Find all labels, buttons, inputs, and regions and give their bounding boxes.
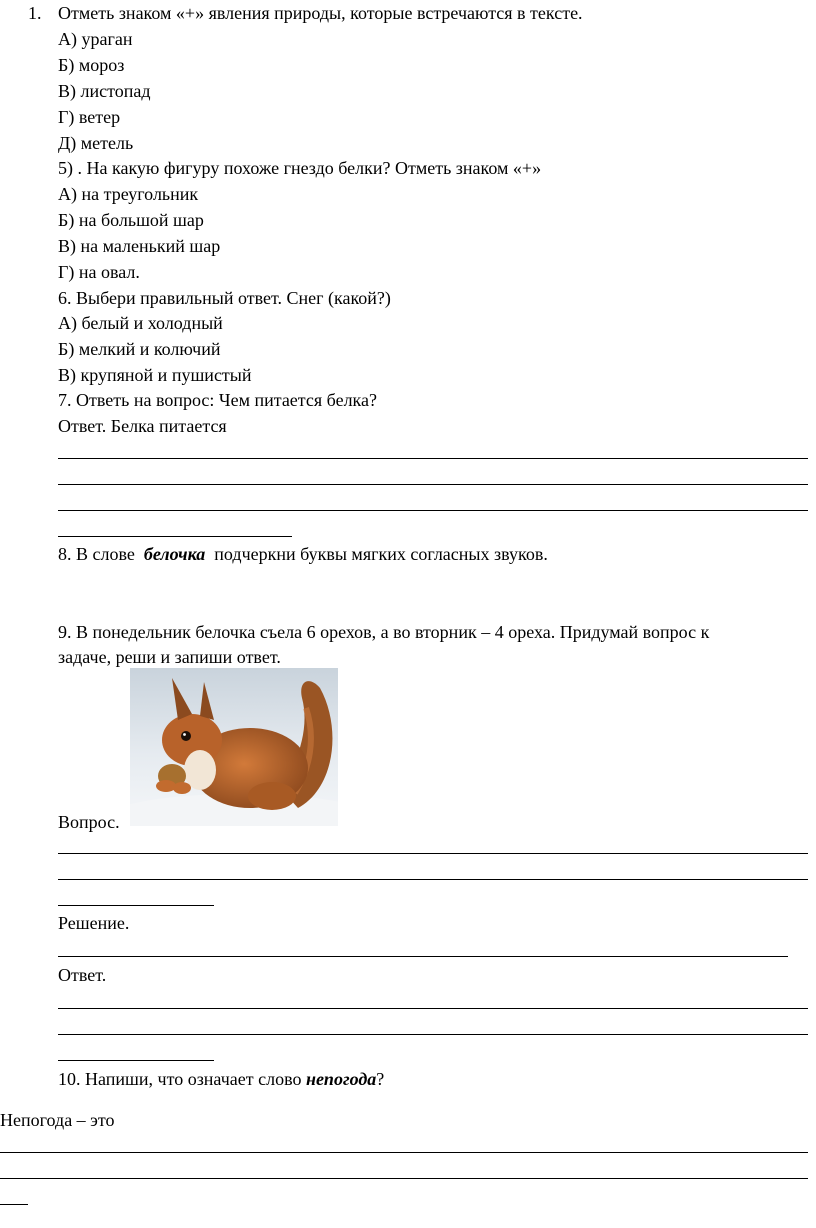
q10-after: ?: [376, 1069, 385, 1089]
answer-line[interactable]: [0, 1204, 28, 1205]
q8-after: подчеркни буквы мягких согласных звуков.: [214, 544, 548, 564]
question-label: Вопрос.: [58, 812, 120, 832]
q1-option-c: В) листопад: [58, 81, 151, 101]
answer-line[interactable]: [58, 1034, 808, 1035]
solution-label: Решение.: [58, 913, 130, 933]
q6-text: 6. Выбери правильный ответ. Снег (какой?): [58, 288, 391, 308]
answer-line[interactable]: [58, 956, 788, 957]
q8-word: белочка: [143, 544, 206, 564]
q10-before: 10. Напиши, что означает слово: [58, 1069, 302, 1089]
q5-option-d: Г) на овал.: [58, 262, 140, 282]
answer-line[interactable]: [58, 1060, 214, 1061]
q8-sentence: [58, 543, 548, 565]
answer-line[interactable]: [0, 1152, 808, 1153]
answer-label: Ответ.: [58, 965, 107, 985]
q1-option-b: Б) мороз: [58, 55, 125, 75]
q9-line2: задаче, реши и запиши ответ.: [58, 647, 281, 667]
q10-answer-prefix: Непогода – это: [0, 1110, 115, 1130]
q1-number: 1.: [28, 3, 42, 23]
q7-text: 7. Ответь на вопрос: Чем питается белка?: [58, 390, 377, 410]
answer-line[interactable]: [58, 905, 214, 906]
answer-line[interactable]: [58, 879, 808, 880]
q5-text: 5) . На какую фигуру похоже гнездо белки? Отметь знаком «+»: [58, 158, 542, 178]
q5-option-a: А) на треугольник: [58, 184, 199, 204]
q5-option-b: Б) на большой шар: [58, 210, 204, 230]
q5-option-c: В) на маленький шар: [58, 236, 221, 256]
q6-option-b: Б) мелкий и колючий: [58, 339, 221, 359]
q10-sentence: [58, 1068, 384, 1090]
answer-line[interactable]: [58, 510, 808, 511]
answer-line[interactable]: [58, 458, 808, 459]
answer-line[interactable]: [58, 1008, 808, 1009]
answer-line[interactable]: [58, 853, 808, 854]
squirrel-photo: [130, 668, 338, 826]
q1-text: Отметь знаком «+» явления природы, которые встречаются в тексте.: [58, 3, 583, 23]
q10-word: непогода: [305, 1069, 377, 1089]
answer-line[interactable]: [58, 484, 808, 485]
q9-line1: 9. В понедельник белочка съела 6 орехов, а во вторник – 4 ореха. Придумай вопрос к: [58, 622, 710, 642]
q1-option-a: А) ураган: [58, 29, 133, 49]
q1-option-e: Д) метель: [58, 133, 134, 153]
answer-line[interactable]: [0, 1178, 808, 1179]
q1-option-d: Г) ветер: [58, 107, 121, 127]
q8-before: 8. В слове: [58, 544, 135, 564]
q6-option-c: В) крупяной и пушистый: [58, 365, 252, 385]
answer-line[interactable]: [58, 536, 292, 537]
q7-answer-prefix: Ответ. Белка питается: [58, 416, 227, 436]
q6-option-a: А) белый и холодный: [58, 313, 223, 333]
